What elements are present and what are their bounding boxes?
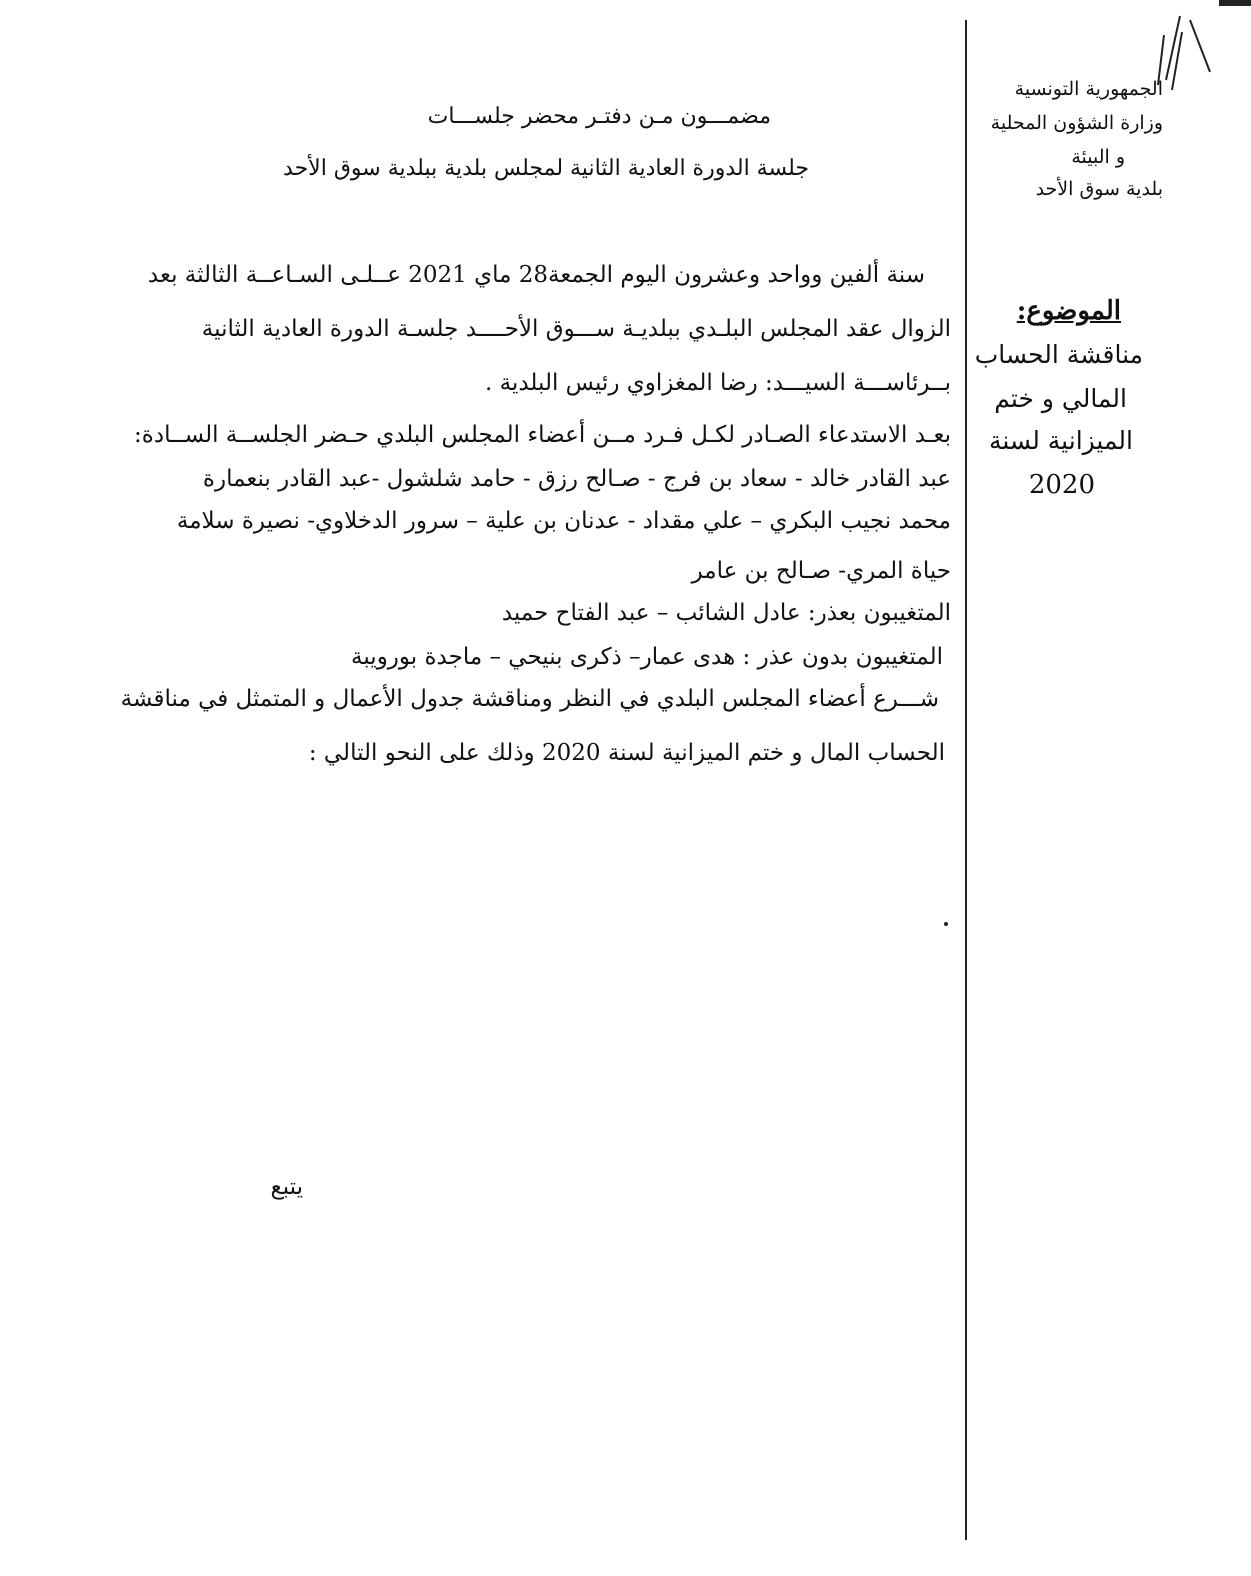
body-line-agenda-continued: الحساب المال و ختم الميزانية لسنة 2020 وذلك على النحو التالي : [308, 740, 945, 766]
body-line-session: الزوال عقد المجلس البلـدي ببلديـة ســـوق الأحــــد جلسـة الدورة العادية الثانية [201, 316, 951, 342]
body-line-attendees-1: عبد القادر خالد - سعاد بن فرج - صـالح رزق - حامد شلشول -عبد القادر بنعمارة [202, 466, 951, 492]
body-line-date: سنة ألفين وواحد وعشرون اليوم الجمعة28 ماي 2021 عــلـى السـاعــة الثالثة بعد [147, 262, 925, 288]
body-line-agenda: شـــرع أعضاء المجلس البلدي في النظر ومناقشة جدول الأعمال و المتمثل في مناقشة [120, 686, 939, 712]
subject-line-1: مناقشة الحساب [974, 340, 1143, 369]
header-ministry-environment: و البيئة [1071, 146, 1125, 168]
column-divider [965, 20, 967, 1540]
stray-dot [944, 922, 948, 926]
subject-line-2: المالي و ختم [994, 384, 1127, 413]
body-line-attendance-intro: بعـد الاستدعاء الصـادر لكـل فـرد مــن أعضاء المجلس البلدي حـضر الجلســة الســادة: [134, 422, 951, 448]
body-line-attendees-2: محمد نجيب البكري – علي مقداد - عدنان بن علية – سرور الدخلاوي- نصيرة سلامة [176, 508, 951, 534]
body-line-absent-excused: المتغيبون بعذر: عادل الشائب – عبد الفتاح حميد [501, 600, 951, 626]
header-republic: الجمهورية التونسية [1014, 78, 1163, 100]
continued-marker: يتبع [270, 1174, 303, 1200]
subject-label: الموضوع: [1016, 296, 1121, 326]
header-municipality: بلدية سوق الأحد [1035, 178, 1163, 200]
header-ministry: وزارة الشؤون المحلية [990, 112, 1163, 134]
subject-line-3: الميزانية لسنة [988, 426, 1133, 455]
corner-mark [1219, 0, 1251, 6]
body-line-chair: بــرئاســـة السيـــد: رضا المغزاوي رئيس البلدية . [484, 370, 951, 396]
body-line-absent-unexcused: المتغيبون بدون عذر : هدى عمار– ذكرى بنيحي – ماجدة بورويبة [351, 644, 943, 670]
body-line-attendees-3: حياة المري- صـالح بن عامر [691, 558, 951, 584]
document-title: مضمـــون مـن دفتـر محضر جلســـات [427, 104, 771, 129]
subject-year: 2020 [1028, 470, 1095, 500]
session-title: جلسة الدورة العادية الثانية لمجلس بلدية ببلدية سوق الأحد [283, 156, 809, 181]
